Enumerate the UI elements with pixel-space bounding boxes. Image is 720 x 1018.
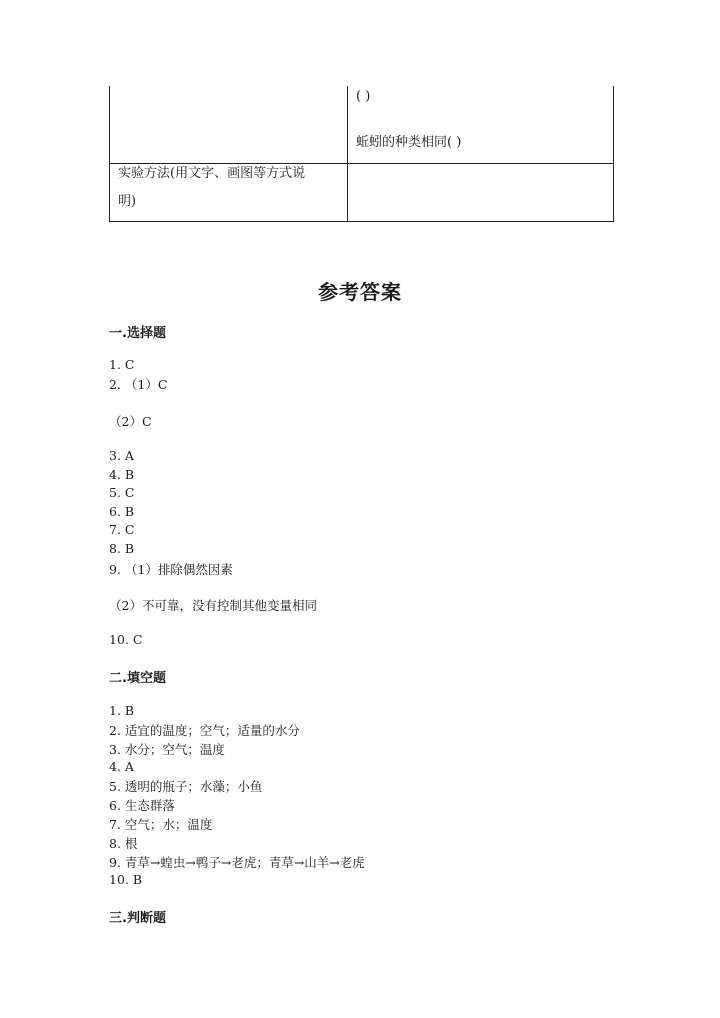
answer-item: 3. A [109,448,134,463]
answer-item: 9. 青草→蝗虫→鸭子→老虎；青草→山羊→老虎 [109,855,365,870]
experiment-table [109,86,614,222]
table-bottom-border [109,221,614,222]
answer-item: 4. A [109,759,134,774]
table-right-border [613,86,614,222]
answer-item: （2）不可靠，没有控制其他变量相同 [109,598,317,613]
table-cell-earthworm-types: 蚯蚓的种类相同( ) [356,135,462,150]
answer-item: 1. C [109,357,135,372]
table-column-divider [347,86,348,222]
answer-item: 7. C [109,522,135,537]
answer-item: 7. 空气；水；温度 [109,817,213,832]
answer-item: 10. C [109,632,143,647]
answer-item: （2）C [109,414,152,429]
section-heading-true-false: 三.判断题 [109,911,166,926]
answer-item: 8. B [109,541,135,556]
answer-item: 8. 根 [109,836,138,851]
answer-item: 2. （1）C [109,377,168,392]
answer-item: 9. （1）排除偶然因素 [109,562,233,577]
answer-title: 参考答案 [318,280,402,304]
answer-item: 4. B [109,467,135,482]
answer-item: 1. B [109,703,135,718]
table-left-border [109,86,110,222]
section-heading-choice: 一.选择题 [109,326,166,341]
answer-item: 3. 水分；空气；温度 [109,742,225,757]
answer-item: 6. 生态群落 [109,798,175,813]
section-heading-fill-blank: 二.填空题 [109,671,166,686]
answer-item: 5. 透明的瓶子；水藻；小鱼 [109,779,263,794]
answer-item: 2. 适宜的温度；空气；适量的水分 [109,723,300,738]
table-cell-method-label-line1: 实验方法(用文字、画图等方式说 [118,166,306,181]
answer-item: 10. B [109,872,143,887]
table-cell-paren: ( ) [356,89,371,104]
answer-item: 6. B [109,504,135,519]
table-cell-method-label-line2: 明) [118,194,137,209]
answer-item: 5. C [109,485,135,500]
